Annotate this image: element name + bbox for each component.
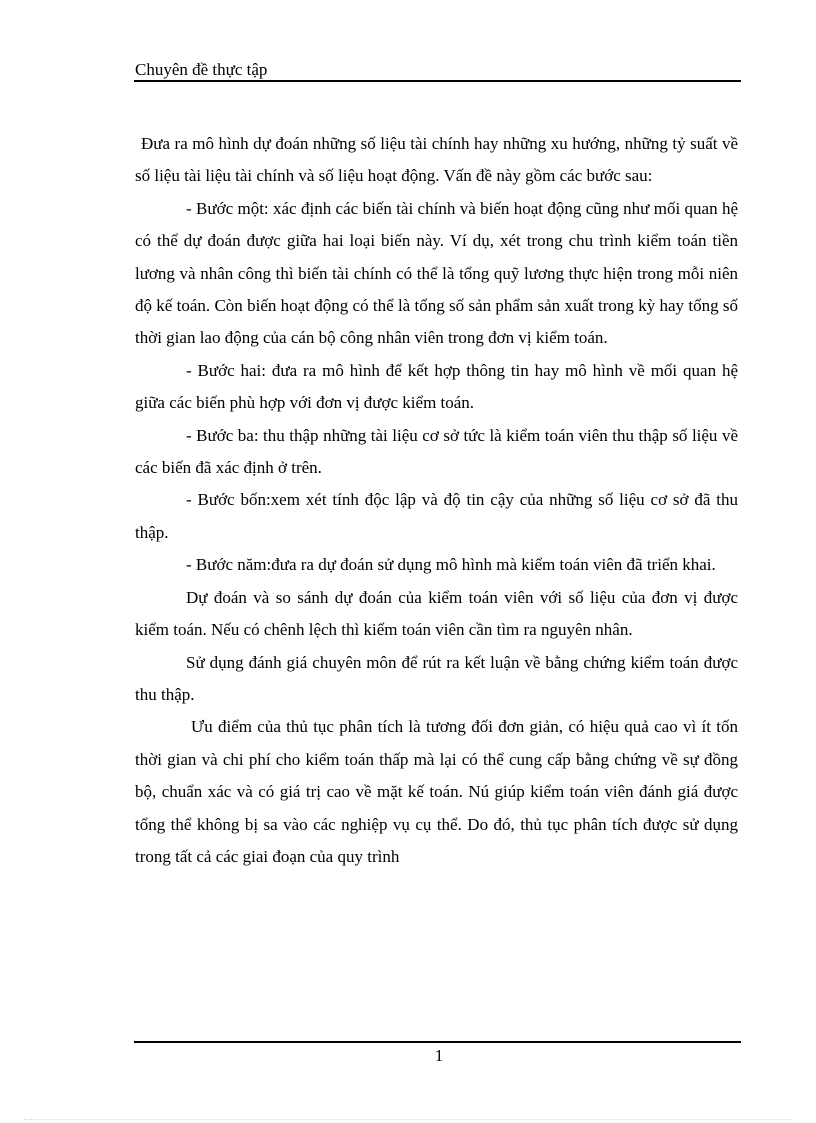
- paragraph-conclusion: Sử dụng đánh giá chuyên môn để rút ra kết luận về bằng chứng kiểm toán được thu thập.: [135, 652, 738, 704]
- header-divider: [134, 80, 741, 82]
- paragraph-step-four: - Bước bốn:xem xét tính độc lập và độ tin cậy của những số liệu cơ sở đã thu thập.: [135, 490, 738, 542]
- page-number: 1: [434, 1046, 444, 1065]
- paragraph-advantages: Ưu điểm của thủ tục phân tích là tương đối đơn giản, có hiệu quả cao vì ít tốn thời gian và chi phí cho kiểm toán thấp mà lại có thể cung cấp bằng chứng về sự đồng bộ, chuẩn xác và có giá trị cao về mặt kế toán. Nú giúp kiểm toán viên đánh giá được tổng thể không bị sa vào các nghiệp vụ cụ thể. Do đó, thủ tục phân tích được sử dụng trong tất cả các giai đoạn của quy trình: [135, 717, 738, 866]
- page-bottom-dotted-border: [24, 1119, 792, 1120]
- paragraph-comparison: Dự đoán và so sánh dự đoán của kiểm toán viên với số liệu của đơn vị được kiểm toán. Nếu có chênh lệch thì kiểm toán viên cần tìm ra nguyên nhân.: [135, 587, 738, 640]
- paragraph-step-five: - Bước năm:đưa ra dự đoán sử dụng mô hình mà kiểm toán viên đã triển khai.: [186, 555, 716, 575]
- footer-divider: [134, 1041, 741, 1043]
- paragraph-step-three: - Bước ba: thu thập những tài liệu cơ sở tức là kiểm toán viên thu thập số liệu về các biến đã xác định ở trên.: [135, 425, 738, 478]
- running-header-title: Chuyên đề thực tập: [135, 60, 268, 79]
- paragraph-step-one: - Bước một: xác định các biến tài chính và biến hoạt động cũng như mối quan hệ có thể dự đoán được giữa hai loại biến này. Ví dụ, xét trong chu trình kiểm toán tiền lương và nhân công thì biến tài chính có thể là tổng quỹ lương thực hiện trong mỗi niên độ kế toán. Còn biến hoạt động có thể là tổng số sản phẩm sản xuất trong kỳ hay tổng số thời gian lao động của cán bộ công nhân viên trong đơn vị kiểm toán.: [135, 198, 738, 348]
- document-body: [135, 128, 738, 873]
- paragraph-step-two: - Bước hai: đưa ra mô hình để kết hợp thông tin hay mô hình về mối quan hệ giữa các biến phù hợp với đơn vị được kiểm toán.: [135, 360, 738, 413]
- paragraph-intro: Đưa ra mô hình dự đoán những số liệu tài chính hay những xu hướng, những tỷ suất về số liệu tài liệu tài chính và số liệu hoạt động. Vấn đề này gồm các bước sau:: [135, 134, 738, 186]
